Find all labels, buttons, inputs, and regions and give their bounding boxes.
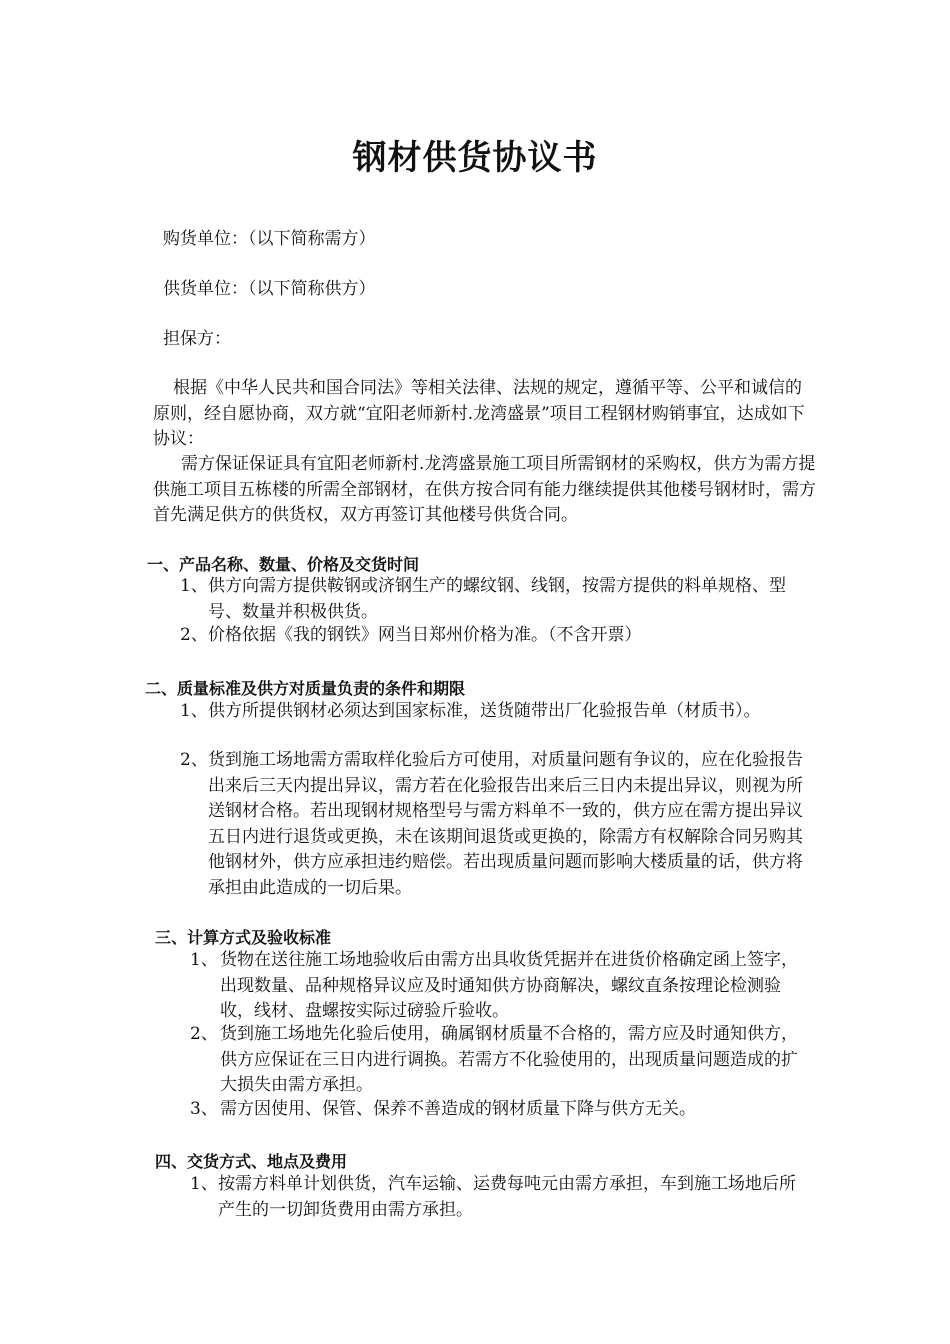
item-number: 1、 — [190, 1174, 218, 1194]
list-item — [190, 1022, 810, 1099]
document-title: 钢材供货协议书 — [352, 138, 598, 178]
item-number: 2、 — [190, 1024, 218, 1044]
item-number: 3、 — [190, 1099, 218, 1119]
item-text: 供方所提供钢材必须达到国家标准，送货随带出厂化验报告单（材质书）。 — [208, 701, 761, 721]
section-heading-4: 四、交货方式、地点及费用 — [155, 1152, 348, 1171]
intro-paragraph: 根据《中华人民共和国合同法》等相关法律、法规的规定，遵循平等、公平和诚信的原则，经自愿协商，双方就“宜阳老师新村.龙湾盛景”项目工程钢材购销事宜，达成如下协议： — [153, 378, 805, 449]
list-item — [190, 1097, 810, 1123]
item-text: 货到施工场地先化验后使用，确属钢材质量不合格的，需方应及时通知供方，供方应保证在三日内进行调换。若需方不化验使用的，出现质量问题造成的扩大损失由需方承担。 — [220, 1024, 798, 1095]
list-item — [180, 748, 816, 901]
item-number: 1、 — [190, 950, 218, 970]
intro-paragraph-2: 需方保证保证具有宜阳老师新村.龙湾盛景施工项目所需钢材的采购权，供方为需方提供施工项目五栋楼的所需全部钢材，在供方按合同有能力继续提供其他楼号钢材时，需方首先满足供方的供货权，双方再签订其他楼号供货合同。 — [153, 454, 816, 525]
list-item — [180, 623, 810, 649]
item-number: 2、 — [180, 750, 208, 770]
list-item — [190, 1172, 810, 1223]
section-heading-3: 三、计算方式及验收标准 — [155, 928, 332, 947]
list-item — [180, 574, 810, 625]
item-number: 1、 — [180, 576, 208, 596]
item-number: 2、 — [180, 625, 208, 645]
item-text: 供方向需方提供鞍钢或济钢生产的螺纹钢、线钢，按需方提供的料单规格、型号、数量并积极供货。 — [208, 576, 786, 622]
item-number: 1、 — [180, 701, 208, 721]
buyer-line: 购货单位：（以下简称需方） — [163, 229, 376, 249]
item-text: 按需方料单计划供货，汽车运输、运费每吨元由需方承担，车到施工场地后所产生的一切卸货费用由需方承担。 — [218, 1174, 796, 1220]
item-text: 货到施工场地需方需取样化验后方可使用，对质量问题有争议的，应在化验报告出来后三天内提出异议，需方若在化验报告出来后三日内未提出异议，则视为所送钢材合格。若出现钢材规格型号与需方料单不一致的，供方应在需方提出异议五日内进行退货或更换，未在该期间退货或更换的，除需方有权解除合同另购其他钢材外，供方应承担违约赔偿。若出现质量问题而影响大楼质量的话，供方将承担由此造成的一切后果。 — [208, 750, 803, 898]
section-heading-1: 一、产品名称、数量、价格及交货时间 — [147, 555, 420, 574]
item-text: 需方因使用、保管、保养不善造成的钢材质量下降与供方无关。 — [220, 1099, 696, 1119]
item-text: 货物在送往施工场地验收后由需方出具收货凭据并在进货价格确定函上签字，出现数量、品种规格异议应及时通知供方协商解决，螺纹直条按理论检测验收，线材、盘螺按实际过磅验斤验收。 — [220, 950, 798, 1021]
item-text: 价格依据《我的钢铁》网当日郑州价格为准。（不含开票） — [208, 625, 642, 645]
guarantor-line: 担保方： — [163, 329, 231, 349]
list-item — [180, 699, 810, 725]
list-item — [190, 948, 810, 1025]
supplier-line: 供货单位：（以下简称供方） — [163, 279, 376, 299]
section-heading-2: 二、质量标准及供方对质量负责的条件和期限 — [145, 679, 466, 698]
